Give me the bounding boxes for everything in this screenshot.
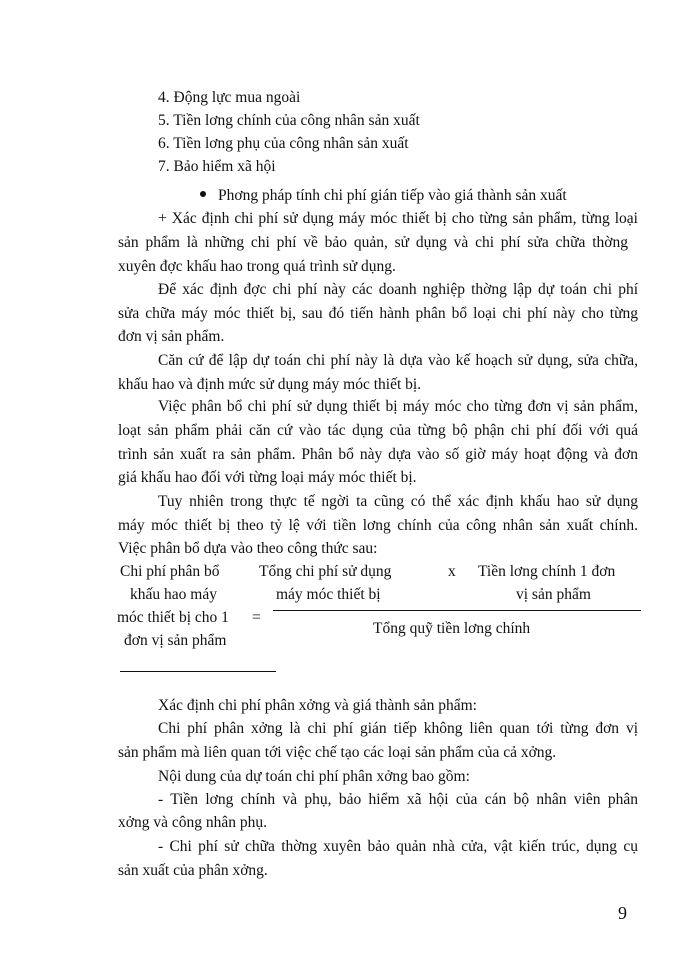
p3-line-1: Căn cứ để lập dự toán chi phí này là dựa vào kế hoạch sử dụng, sửa chữa,	[158, 352, 638, 369]
formula-numerator-b-line-1: Tiền lơng chính 1 đơn	[478, 563, 616, 580]
p4-line-1: Việc phân bổ chi phí sử dụng thiết bị máy móc cho từng đơn vị sản phẩm,	[158, 398, 638, 415]
p9-line-2: xởng và công nhân phụ.	[118, 814, 267, 831]
p1-line-1: + Xác định chi phí sử dụng máy móc thiết bị cho từng sản phẩm, từng loại	[158, 210, 638, 227]
p7-line-1: Chi phí phân xởng là chi phí gián tiếp không liên quan tới từng đơn vị	[158, 720, 638, 737]
p10-line-2: sản xuất của phân xởng.	[118, 862, 268, 879]
p6-line-1: Xác định chi phí phân xởng và giá thành sản phẩm:	[158, 697, 477, 714]
list-item-7: 7. Bảo hiểm xã hội	[158, 158, 276, 175]
p5-line-2: máy móc thiết bị theo tỷ lệ với tiền lơng chính của công nhân sản xuất chính.	[118, 517, 638, 534]
formula-numerator-a-line-2: máy móc thiết bị	[276, 586, 381, 603]
formula-lhs-line-1: Chi phí phân bổ	[120, 563, 220, 580]
formula-denominator: Tổng quỹ tiền lơng chính	[373, 620, 531, 637]
p3-line-2: khấu hao và định mức sử dụng máy móc thiết bị.	[118, 376, 422, 393]
bullet-heading	[200, 185, 567, 207]
p2-line-1: Để xác định đợc chi phí này các doanh nghiệp thờng lập dự toán chi phí	[158, 281, 638, 298]
p8-line-1: Nội dung của dự toán chi phí phân xởng bao gồm:	[158, 768, 470, 785]
bullet-heading-text: Phơng pháp tính chi phí gián tiếp vào giá thành sản xuất	[218, 187, 567, 204]
footnote-separator	[120, 671, 276, 672]
p9-line-1: - Tiền lơng chính và phụ, bảo hiểm xã hội của cán bộ nhân viên phân	[158, 791, 638, 808]
formula-times: x	[448, 563, 456, 580]
p2-line-3: đơn vị sản phẩm.	[118, 328, 225, 345]
p2-line-2: sửa chữa máy móc thiết bị, sau đó tiến hành phân bổ loại chi phí này cho từng	[118, 305, 638, 322]
p4-line-2: loạt sản phẩm phải căn cứ vào tác dụng của từng bộ phận chi phí đối với quá	[118, 422, 638, 439]
formula-lhs-line-3: móc thiết bị cho 1	[117, 609, 229, 626]
list-item-5: 5. Tiền lơng chính của công nhân sản xuất	[158, 112, 420, 129]
formula-numerator-a-line-1: Tổng chi phí sử dụng	[259, 563, 392, 580]
fraction-bar	[273, 610, 641, 611]
p5-line-1: Tuy nhiên trong thực tế ngời ta cũng có thể xác định khấu hao sử dụng	[158, 493, 638, 510]
p4-line-3: trình sản xuất ra sản phẩm. Phân bổ này dựa vào số giờ máy hoạt động và đơn	[118, 446, 638, 463]
formula-lhs-line-2: khấu hao máy	[130, 586, 217, 603]
page-number: 9	[618, 903, 627, 923]
bullet-dot-icon	[200, 191, 206, 197]
p1-line-3: xuyên đợc khấu hao trong quá trình sử dụng.	[118, 258, 396, 275]
formula-numerator-b-line-2: vị sản phẩm	[516, 586, 591, 603]
p5-line-3: Việc phân bổ dựa vào theo công thức sau:	[118, 540, 378, 557]
formula-equals: =	[252, 609, 261, 626]
list-item-4: 4. Động lực mua ngoài	[158, 89, 301, 106]
p7-line-2: sản phẩm mà liên quan tới việc chế tạo các loại sản phẩm của cả xởng.	[118, 744, 557, 761]
formula-lhs-line-4: đơn vị sản phẩm	[124, 632, 227, 649]
p4-line-4: giá khấu hao đối với từng loại máy móc thiết bị.	[118, 469, 417, 486]
list-item-6: 6. Tiền lơng phụ của công nhân sản xuất	[158, 135, 409, 152]
p10-line-1: - Chi phí sử chữa thờng xuyên bảo quản nhà cửa, vật kiến trúc, dụng cụ	[158, 838, 638, 855]
p1-line-2: sản phẩm là những chi phí về bảo quản, sử dụng và chi phí sửa chữa thờng	[118, 234, 628, 251]
